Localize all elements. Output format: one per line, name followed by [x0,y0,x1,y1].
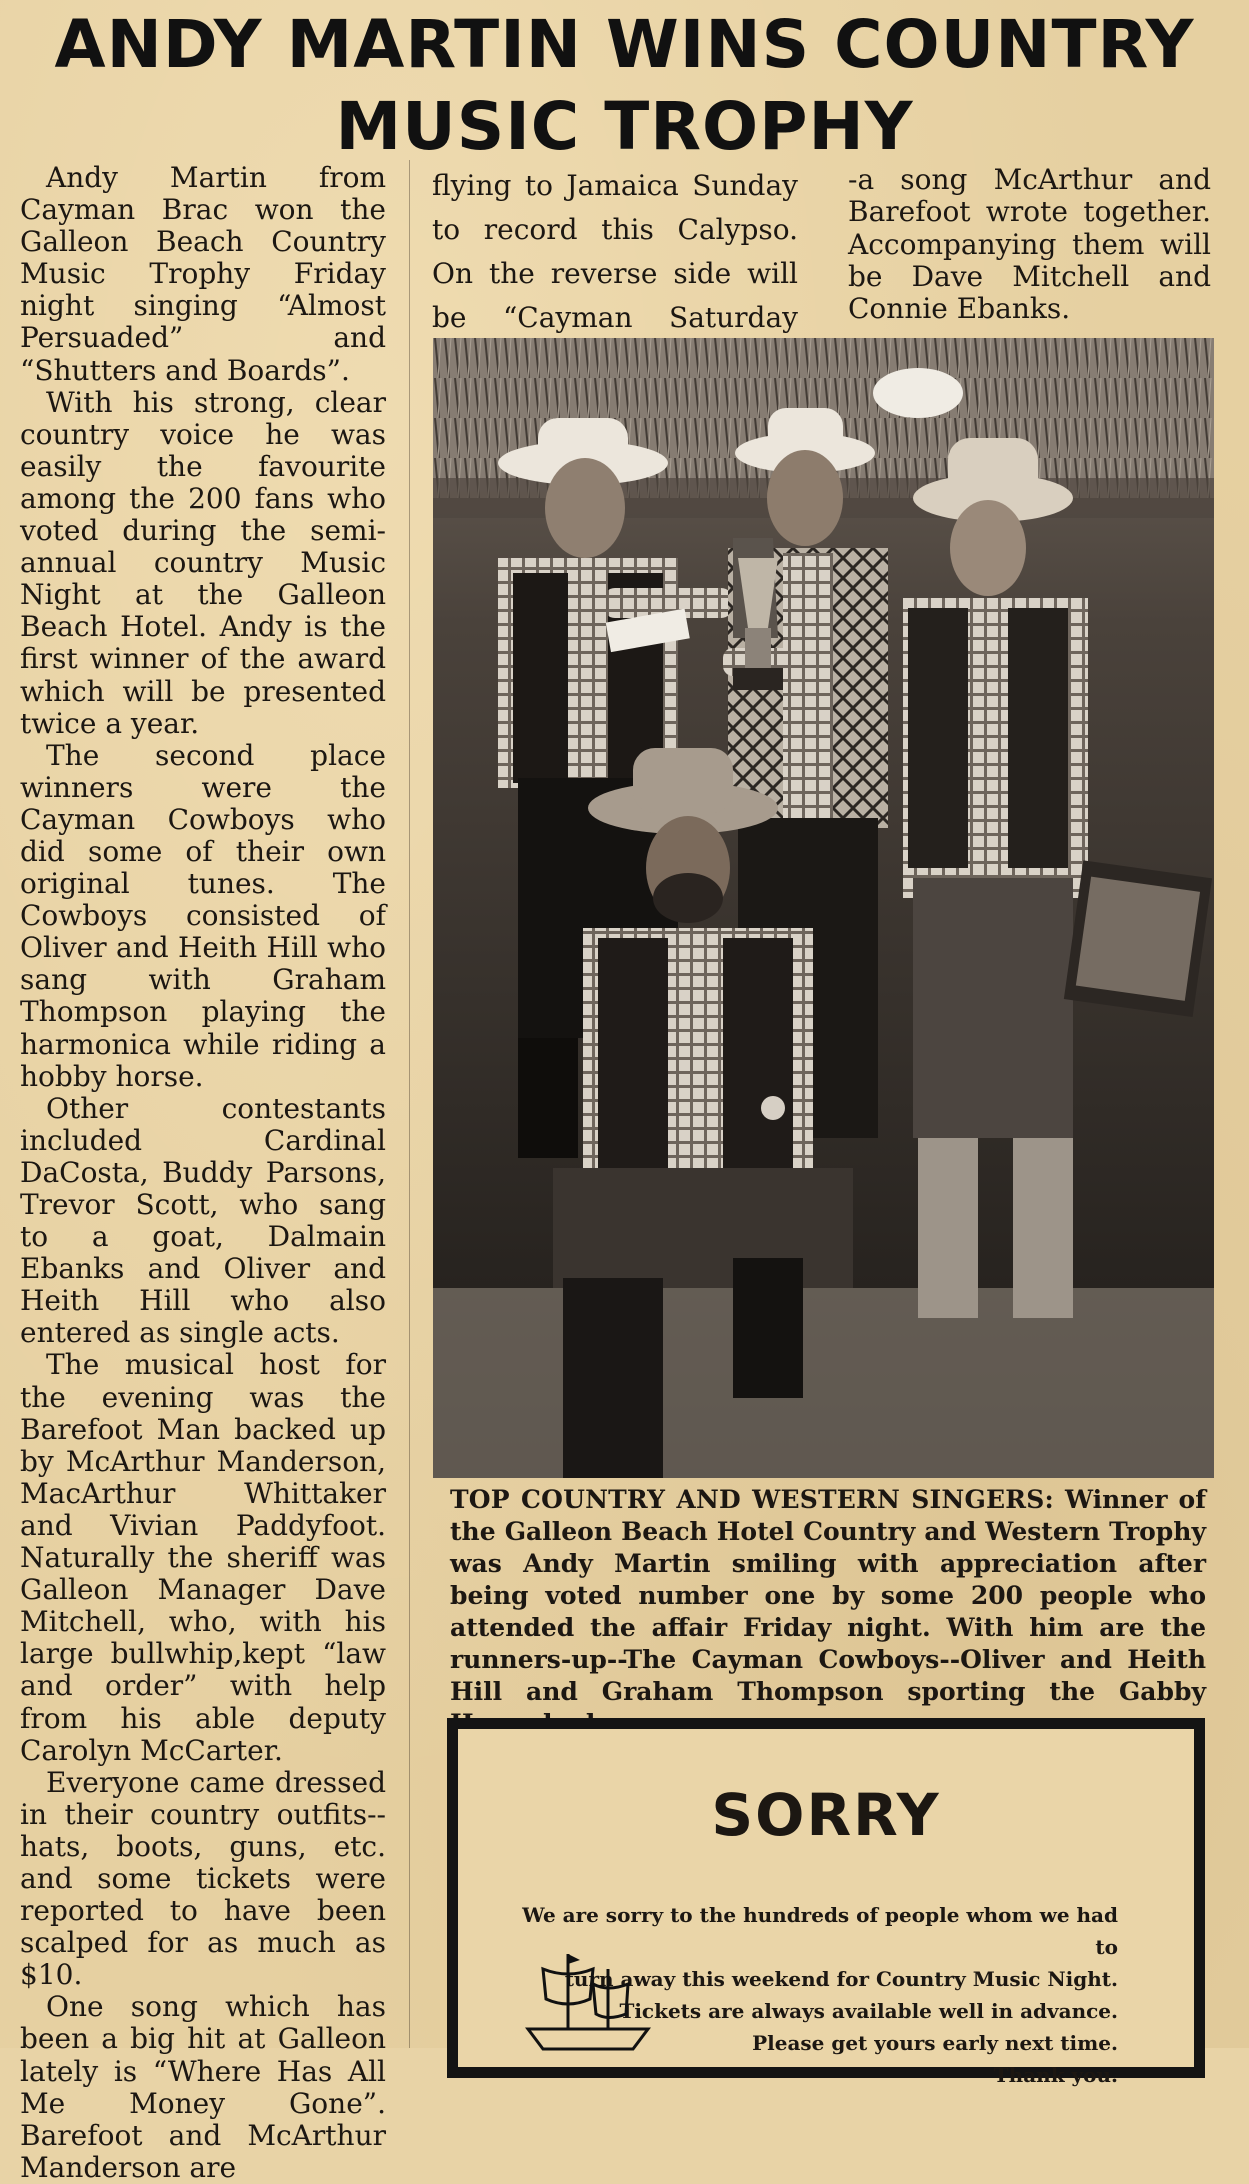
caption-text: Winner of the Galleon Beach Hotel Country and Western Trophy was Andy Martin smiling with appreciation after being voted number one by some 200 people who attended the affair Friday night. With him are the runners-up--The Cayman Cowboys--Oliver and Heith Hill and Graham Thompson sporting the Gabby [450,1485,1206,1706]
ad-line: Tickets are always available well in advance. [619,1999,1118,2023]
article-paragraph: The musical host for the evening was the Barefoot Man backed up by McArthur Manderson, MacArthur Whittaker and Vivian Paddyfoot. Naturally the sheriff was Galleon Manager Dave Mitchell, who, with his large bullwhip,kept “law and order” with help from his able deputy Carolyn McCarter. [20,1348,386,1767]
ad-line: We are sorry to the hundreds of people whom we had to [522,1903,1118,1959]
article-paragraph: Andy Martin from Cayman Brac won the Galleon Beach Country Music Trophy Friday night singing “Almost Persuaded” and “Shutters and Boards”. [20,161,386,387]
article-paragraph: Everyone came dressed in their country outfits-- hats, boots, guns, etc. and some tickets were reported to have been scalped for as much as $10. [20,1765,386,1992]
column-rule [409,160,410,2048]
article-paragraph: The second place winners were the Cayman Cowboys who did some of their own original tunes. The Cowboys consisted of Oliver and Heith Hill who sang with Graham Thompson playing the harmonica while riding a hobby horse. [20,738,386,1093]
article-paragraph: -a song McArthur and Barefoot wrote together. Accompanying them will be Dave Mitchell and Connie Ebanks. [848,163,1211,326]
article-column-3 [848,164,1211,325]
ad-line: Please get yours early next time. [752,2031,1118,2055]
article-headline: ANDY MARTIN WINS COUNTRY MUSIC TROPHY [54,6,1195,165]
caption-lead: TOP COUNTRY AND WESTERN SINGERS: [450,1485,1054,1514]
photo-image [433,338,1214,1478]
article-paragraph: One song which has been a big hit at Galleon lately is “Where Has All Me Money Gone”. Barefoot and McArthur Manderson are [20,1990,386,2184]
photo-caption [450,1484,1206,1740]
photo-cowboys-trophy [433,338,1214,1478]
ad-line: turn away this weekend for Country Music Night. [564,1967,1118,1991]
galleon-ship-icon [518,1944,658,2054]
article-paragraph: flying to Jamaica Sunday to record this Calypso. On the reverse side will be “Cayman Saturday [432,169,798,334]
sorry-title: SORRY [711,1781,941,1849]
ad-line: Thank you. [993,2063,1118,2087]
article-paragraph: Other contestants included Cardinal DaCosta, Buddy Parsons, Trevor Scott, who sang to a goat, Dalmain Ebanks and Oliver and Heith Hill who also entered as single acts. [20,1091,386,1350]
sorry-ad-box [447,1718,1205,2087]
article-paragraph: With his strong, clear country voice he was easily the favourite among the 200 fans who voted during the semi-annual country Music Night at the Galleon Beach Hotel. Andy is the first winner of the award which will be presented twice a year. [20,385,386,740]
article-column-1 [20,161,386,2184]
